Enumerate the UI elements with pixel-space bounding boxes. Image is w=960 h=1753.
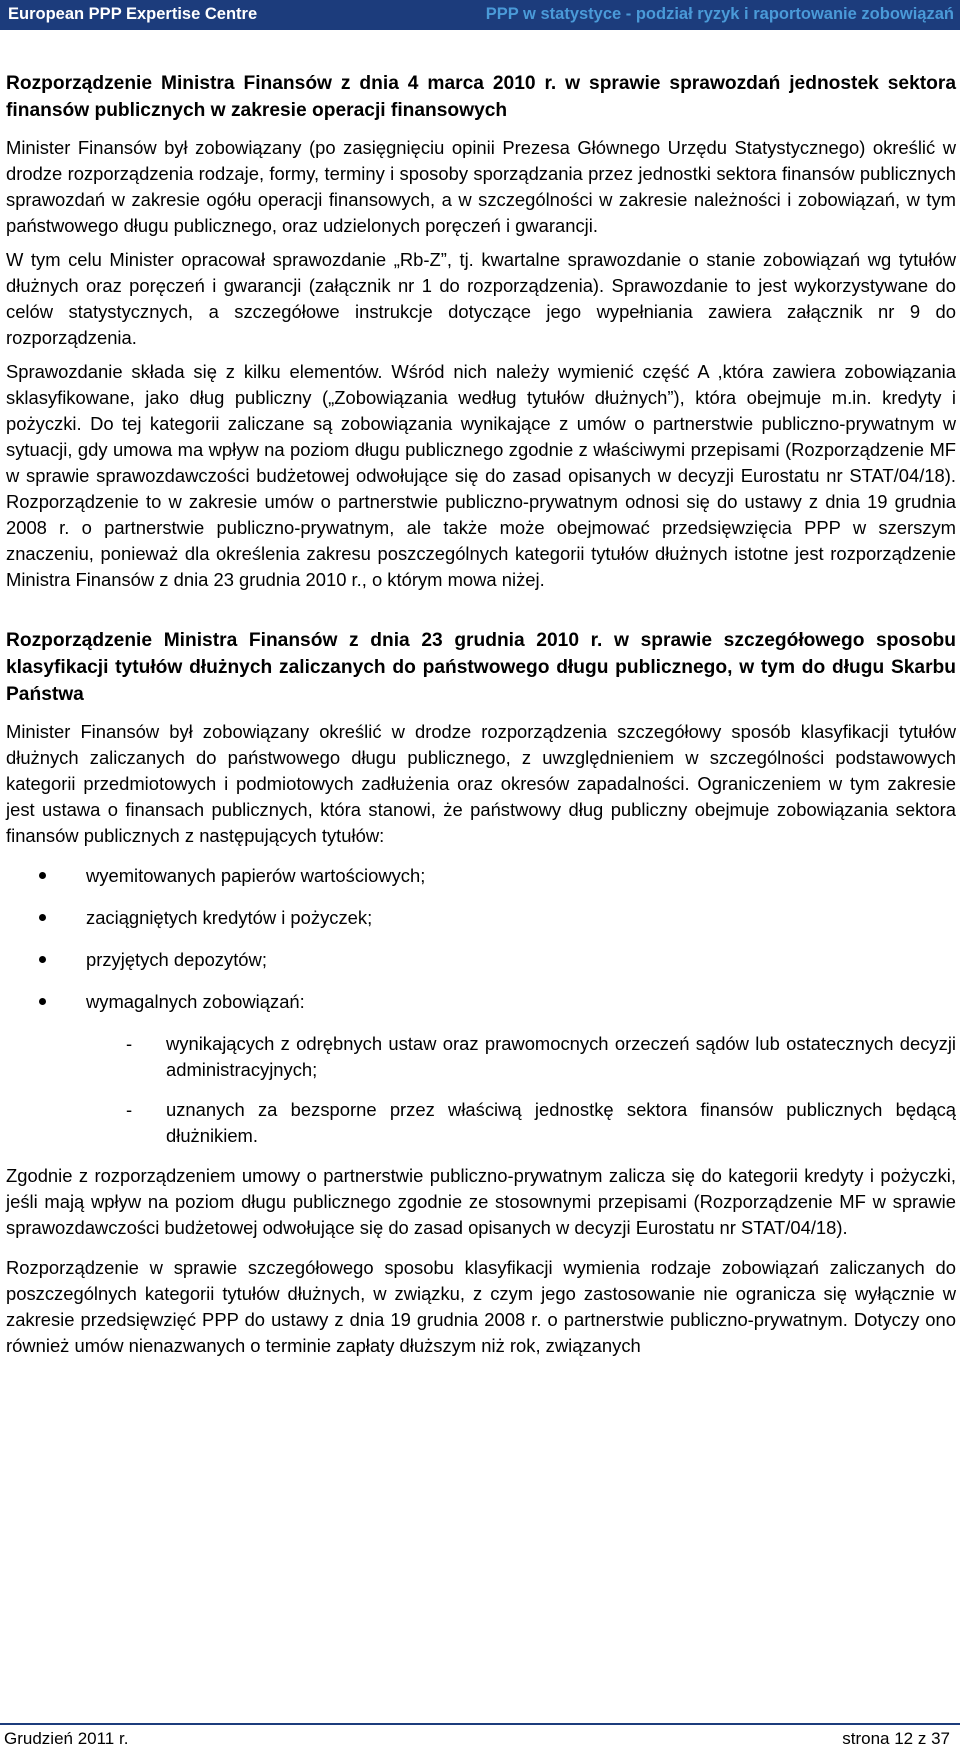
sub-list-item-text: wynikających z odrębnych ustaw oraz prawomocnych orzeczeń sądów lub ostatecznych decyzji administracyjnych; xyxy=(166,1033,956,1080)
sub-list-item xyxy=(6,1031,956,1083)
footer-date: Grudzień 2011 r. xyxy=(4,1729,129,1748)
document-body xyxy=(6,70,956,1359)
bullet-icon xyxy=(39,956,46,963)
list-item-text: wyemitowanych papierów wartościowych; xyxy=(86,865,426,886)
page-header xyxy=(0,0,960,30)
page-number: strona 12 z 37 xyxy=(842,1729,950,1748)
bullet-icon xyxy=(39,998,46,1005)
list-item xyxy=(6,989,956,1015)
paragraph: Minister Finansów był zobowiązany (po zasięgnięciu opinii Prezesa Głównego Urzędu Statystycznego) określić w drodze rozporządzenia rodzaje, formy, terminy i sposoby sporządzania przez jednostki sektora finansów publicznych sprawozdań w zakresie ogółu operacji finansowych, a w szczególności w zakresie należności i zobowiązań, w tym państwowego długu publicznego, oraz udzielonych poręczeń i gwarancji. xyxy=(6,137,956,236)
sub-list xyxy=(6,1031,956,1149)
header-doc-title: PPP w statystyce - podział ryzyk i raportowanie zobowiązań xyxy=(485,5,954,23)
dash-marker: - xyxy=(126,1033,133,1054)
dash-marker: - xyxy=(126,1099,133,1120)
sub-list-item xyxy=(6,1097,956,1149)
paragraph: W tym celu Minister opracował sprawozdanie „Rb-Z”, tj. kwartalne sprawozdanie o stanie zobowiązań wg tytułów dłużnych oraz poręczeń i gwarancji (załącznik nr 1 do rozporządzenia). Sprawozdanie to jest wykorzystywane do celów statystycznych, a szczegółowe instrukcje dotyczące jego wypełniania zawiera załącznik nr 9 do rozporządzenia. xyxy=(6,249,956,348)
list-item-text: wymagalnych zobowiązań: xyxy=(86,991,305,1012)
list-item xyxy=(6,863,956,889)
list-item xyxy=(6,905,956,931)
list-item xyxy=(6,947,956,973)
page-footer xyxy=(0,1723,960,1753)
bullet-icon xyxy=(39,914,46,921)
sub-list-item-text: uznanych za bezsporne przez właściwą jednostkę sektora finansów publicznych będącą dłużnikiem. xyxy=(166,1099,956,1146)
section-heading-1: Rozporządzenie Ministra Finansów z dnia 4 marca 2010 r. w sprawie sprawozdań jednostek sektora finansów publicznych w zakresie operacji finansowych xyxy=(6,73,956,121)
list-item-text: zaciągniętych kredytów i pożyczek; xyxy=(86,907,373,928)
bullet-icon xyxy=(39,872,46,879)
header-org-name: European PPP Expertise Centre xyxy=(8,5,258,23)
paragraph: Sprawozdanie składa się z kilku elementów. Wśród nich należy wymienić część A ,która zawiera zobowiązania sklasyfikowane, jako dług publiczny („Zobowiązania według tytułów dłużnych”), która obejmuje m.in. kredyty i pożyczki. Do tej kategorii zaliczane są zobowiązania wynikające z umów o partnerstwie publiczno-prywatnym w sytuacji, gdy umowa ma wpływ na poziom długu publicznego zgodnie z właściwymi przepisami (Rozporządzenie MF w sprawie sprawozdawczości budżetowej odwołujące się do zasad opisanych w decyzji Eurostatu nr STAT/04/18). Rozporządzenie to w zakresie umów o partnerstwie publiczno-prywatnym odnosi się do ustawy z dnia 19 grudnia 2008 r. o partnerstwie publiczno-prywatnym, ale także może obejmować przedsięwzięcia PPP w szerszym znaczeniu, ponieważ dla określenia zakresu poszczególnych kategorii tytułów dłużnych istotne jest rozporządzenie Ministra Finansów z dnia 23 grudnia 2010 r., o którym mowa niżej. xyxy=(6,361,956,590)
section-heading-2: Rozporządzenie Ministra Finansów z dnia 23 grudnia 2010 r. w sprawie szczegółowego sposobu klasyfikacji tytułów dłużnych zaliczanych do państwowego długu publicznego, w tym do długu Skarbu Państwa xyxy=(6,630,956,705)
paragraph: Minister Finansów był zobowiązany określić w drodze rozporządzenia szczegółowy sposób klasyfikacji tytułów dłużnych zaliczanych do państwowego długu publicznego, z uwzględnieniem w szczególności podstawowych kategorii przedmiotowych i podmiotowych zadłużenia oraz okresów zapadalności. Ograniczeniem w tym zakresie jest ustawa o finansach publicznych, która stanowi, że państwowy dług publiczny obejmuje zobowiązania sektora finansów publicznych z następujących tytułów: xyxy=(6,721,956,846)
bullet-list xyxy=(6,863,956,1015)
paragraph: Zgodnie z rozporządzeniem umowy o partnerstwie publiczno-prywatnym zalicza się do kategorii kredyty i pożyczki, jeśli mają wpływ na poziom długu publicznego zgodnie ze stosownymi przepisami (Rozporządzenie MF w sprawie sprawozdawczości budżetowej odwołujące się do zasad opisanych w decyzji Eurostatu nr STAT/04/18). xyxy=(6,1165,956,1238)
list-item-text: przyjętych depozytów; xyxy=(86,949,267,970)
paragraph: Rozporządzenie w sprawie szczegółowego sposobu klasyfikacji wymienia rodzaje zobowiązań zaliczanych do poszczególnych kategorii tytułów dłużnych, w związku, z czym jego zastosowanie nie ogranicza się wyłącznie w zakresie przedsięwzięć PPP do ustawy z dnia 19 grudnia 2008 r. o partnerstwie publiczno-prywatnym. Dotyczy ono również umów nienazwanych o terminie zapłaty dłuższym niż rok, związanych xyxy=(6,1257,956,1356)
footer-rule xyxy=(0,1723,960,1725)
